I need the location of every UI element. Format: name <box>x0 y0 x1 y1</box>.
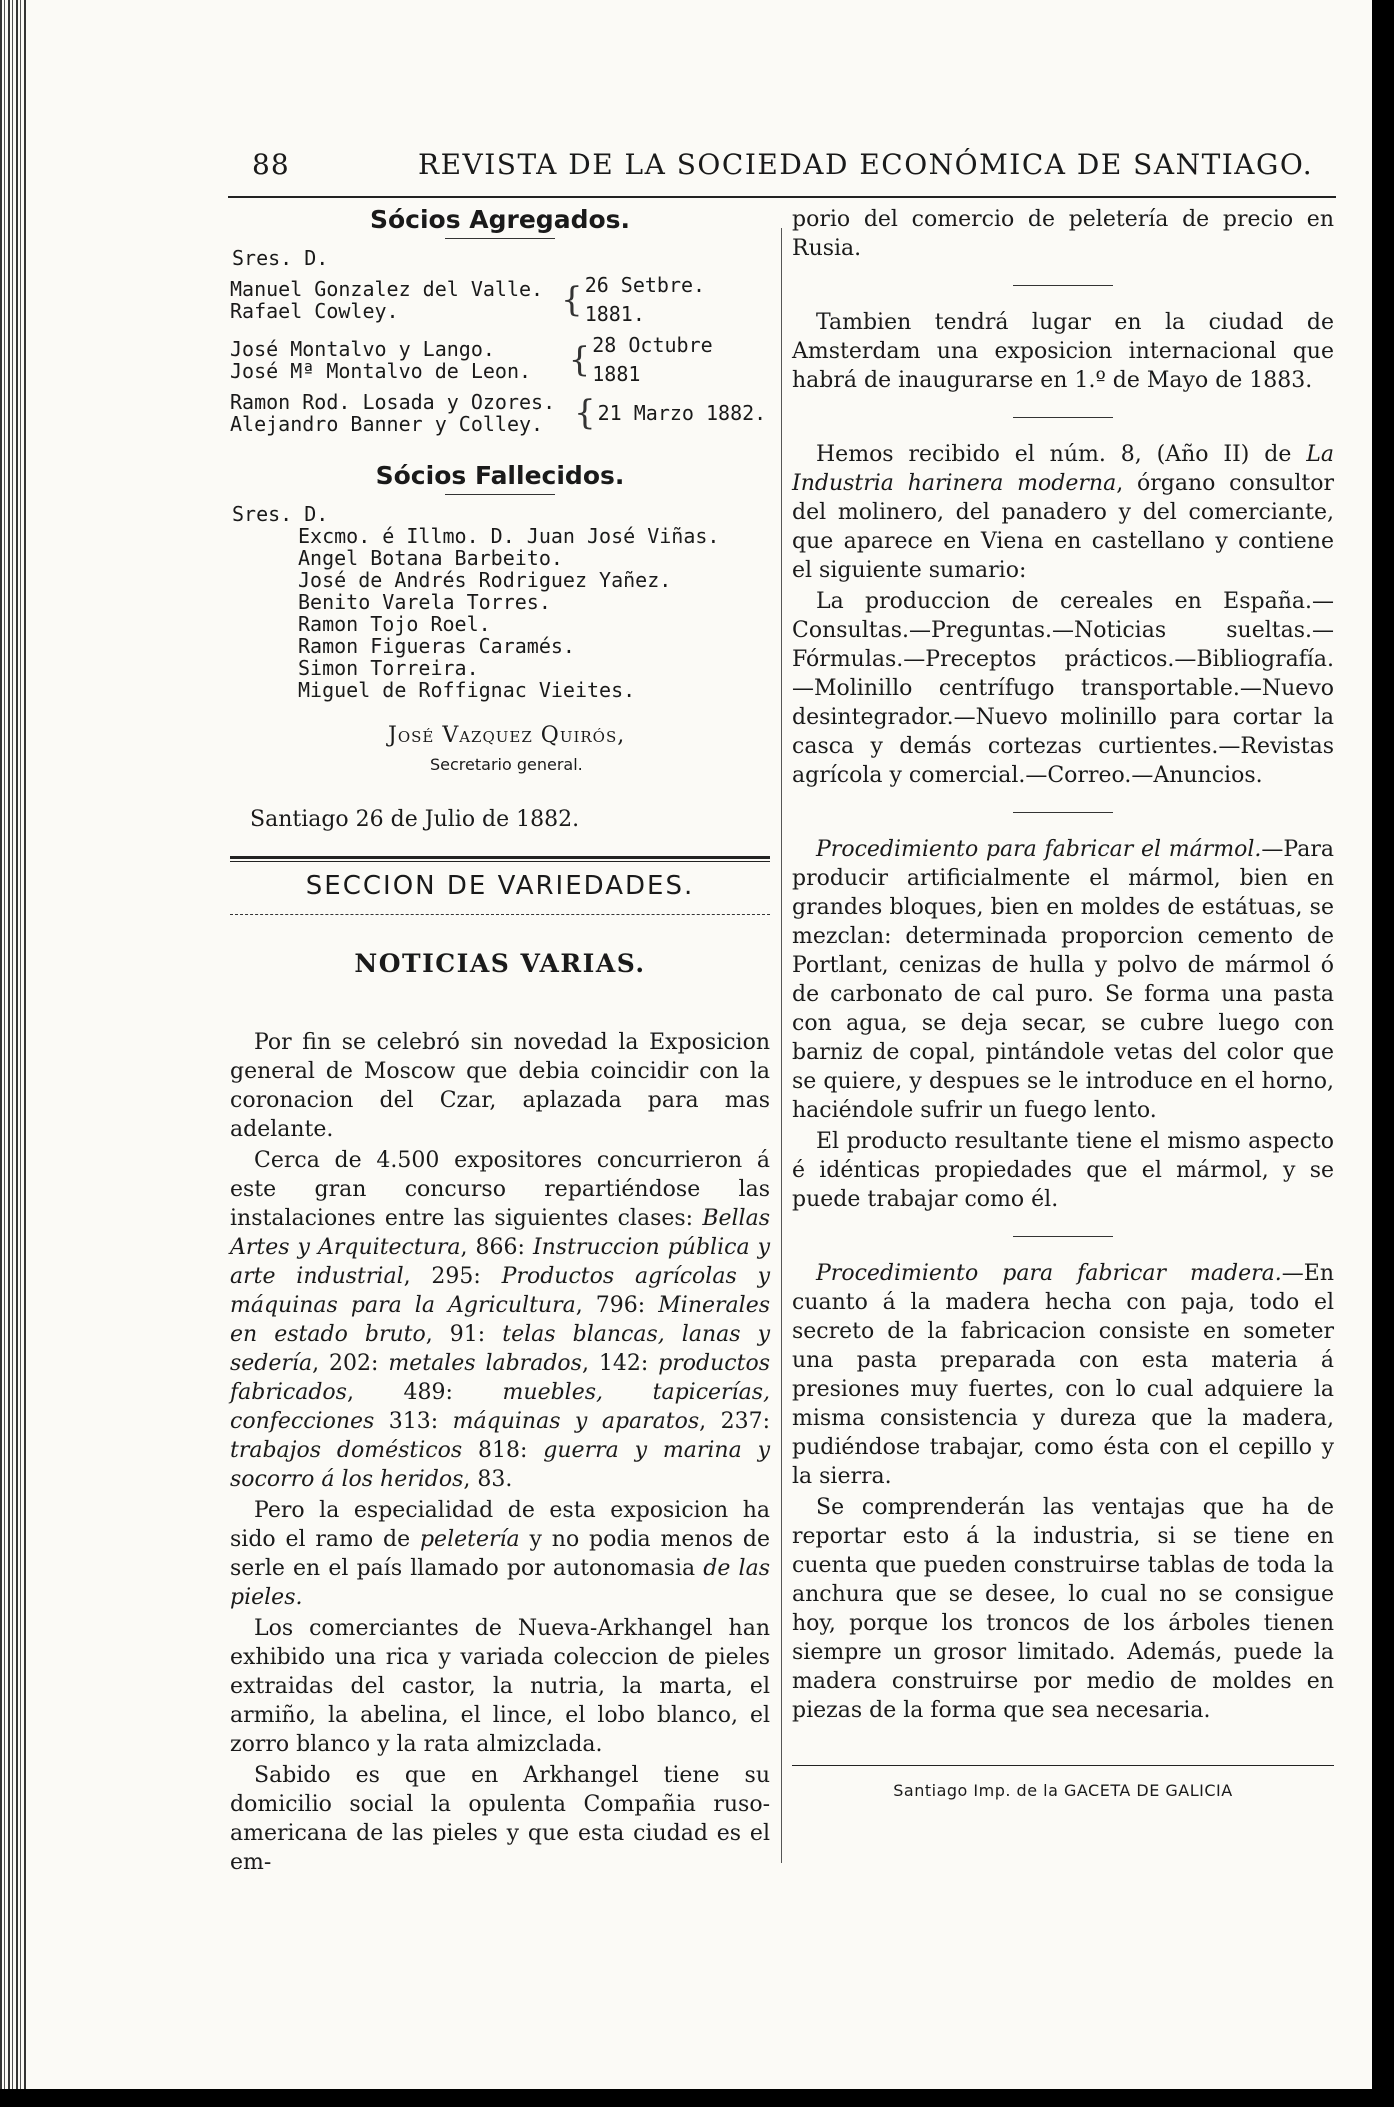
deceased-name: José de Andrés Rodriguez Yañez. <box>298 568 672 592</box>
paragraph: Sabido es que en Arkhangel tiene su domicilio social la opulenta Compañia ruso-americana de las pieles y que esta ciudad es el em- <box>230 1763 770 1875</box>
separator-rule <box>1013 1236 1113 1237</box>
paragraph: Por fin se celebró sin novedad la Exposicion general de Moscow que debia coincidir con la coronacion del Czar, aplazada para mas adelante. <box>230 1030 770 1142</box>
signature-name: José Vazquez Quirós, <box>388 723 626 748</box>
heading-rule <box>445 238 555 239</box>
column-divider <box>781 228 782 1863</box>
agregados-heading: Sócios Agregados. <box>369 205 631 234</box>
paragraph: Hemos recibido el núm. 8, (Año II) de La Industria harinera moderna, órgano consultor del molinero, del panadero y del comerciante, que aparece en Viena en castellano y contiene el siguiente sumario: <box>792 442 1334 583</box>
section-double-rule <box>230 856 770 862</box>
deceased-name: Angel Botana Barbeito. <box>298 546 563 570</box>
heading-rule <box>445 494 555 495</box>
member-name: José Montalvo y Lango. <box>230 337 495 361</box>
page-number: 88 <box>252 148 290 181</box>
deceased-name: Ramon Figueras Caramés. <box>298 634 575 658</box>
scan-border-bottom <box>0 2089 1394 2107</box>
member-name: Rafael Cowley. <box>230 299 399 323</box>
dateline: Santiago 26 de Julio de 1882. <box>250 807 580 832</box>
deceased-name: Ramon Tojo Roel. <box>298 612 491 636</box>
brace-icon: { <box>574 393 596 433</box>
separator-rule <box>1013 417 1113 418</box>
section-rule <box>230 914 770 915</box>
deceased-name: Excmo. é Illmo. D. Juan José Viñas. <box>298 524 720 548</box>
paragraph: La produccion de cereales en España.—Consultas.—Preguntas.—Noticias sueltas.—Fórmulas.—Preceptos prácticos.—Bibliografía.—Molinillo centrífugo transportable.—Nuevo desintegrador.—Nuevo molinillo para cortar la casca y demás cortezas curtientes.—Revistas agrícola y comercial.—Correo.—Anuncios. <box>792 589 1334 788</box>
admission-date: 28 Octubre 1881 <box>592 333 713 386</box>
paragraph: Se comprenderán las ventajas que ha de reportar esto á la industria, si se tiene en cuenta que pueden construirse tablas de toda la anchura que se desee, lo cual no se consigue hoy, porque los troncos de los árboles tienen siempre un grosor limitado. Además, puede la madera construirse por medio de moldes en piezas de la forma que sea necesaria. <box>792 1495 1334 1723</box>
paragraph: Cerca de 4.500 expositores concurrieron á este gran concurso repartiéndose las instalaciones entre las siguientes clases: Bellas Artes y Arquitectura, 866: Instruccion pública y arte industrial, 295: Productos agrícolas y máquinas para la Agricultura, 796: Minerales en estado bruto, 91: telas blancas, lanas y sedería, 202: metales labrados, 142: productos fabricados, 489: muebles, tapicerías, confecciones 313: máquinas y aparatos, 237: trabajos domésticos 818: guerra y marina y socorro á los heridos, 83. <box>230 1148 771 1492</box>
left-column <box>230 205 770 1877</box>
footer-rule <box>792 1765 1334 1766</box>
deceased-name: Benito Varela Torres. <box>298 590 551 614</box>
paragraph: Los comerciantes de Nueva-Arkhangel han exhibido una rica y variada coleccion de pieles extraidas del castor, la nutria, la marta, el armiño, la abelina, el lince, el lobo blanco, el zorro blanco y la rata almizclada. <box>230 1616 770 1757</box>
separator-rule <box>1013 812 1113 813</box>
noticias-heading: NOTICIAS VARIAS. <box>354 949 646 978</box>
paragraph: Pero la especialidad de esta exposicion ha sido el ramo de peletería y no podia menos de serle en el país llamado por autonomasia de las pieles. <box>230 1498 771 1610</box>
paragraph: El producto resultante tiene el mismo aspecto é idénticas propiedades que el mármol, y se puede trabajar como él. <box>792 1129 1334 1212</box>
right-column <box>792 205 1334 1805</box>
binding-edge <box>0 0 26 2107</box>
section-title: SECCION DE VARIEDADES. <box>305 871 695 901</box>
sres-label: Sres. D. <box>232 502 329 526</box>
separator-rule <box>1013 285 1113 286</box>
agregados-group-1 <box>230 271 770 329</box>
deceased-name: Simon Torreira. <box>298 656 479 680</box>
paragraph: Procedimiento para fabricar madera.—En cuanto á la madera hecha con paja, todo el secreto de la fabricacion consiste en someter una pasta preparada con esta materia á presiones muy fuertes, con lo cual adquiere la misma consistencia y dureza que la madera, pudiéndose trabajar, como ésta con el cepillo y la sierra. <box>792 1261 1334 1489</box>
brace-icon: { <box>568 340 591 380</box>
agregados-group-3 <box>230 391 770 435</box>
scan-border-right <box>1372 0 1394 2107</box>
member-name: Manuel Gonzalez del Valle. <box>230 277 544 301</box>
member-name: Ramon Rod. Losada y Ozores. <box>230 390 556 414</box>
deceased-name: Miguel de Roffignac Vieites. <box>298 678 636 702</box>
imprint: Santiago Imp. de la GACETA DE GALICIA <box>893 1781 1233 1800</box>
agregados-group-2 <box>230 331 770 389</box>
paragraph: Procedimiento para fabricar el mármol.—Para producir artificialmente el mármol, bien en grandes bloques, bien en moldes de estátuas, se mezclan: determinada proporcion cemento de Portlant, cenizas de hulla y polvo de mármol ó de carbonato de cal puro. Se forma una pasta con agua, se deja secar, se cubre luego con barniz de copal, pintándole vetas del color que se quiere, y despues se le introduce en el horno, haciéndole sufrir un fuego lento. <box>792 837 1334 1123</box>
sres-label: Sres. D. <box>232 246 329 270</box>
header-rule <box>228 196 1336 198</box>
admission-date: 21 Marzo 1882. <box>597 400 767 425</box>
signature-role: Secretario general. <box>430 755 583 774</box>
deceased-list <box>298 525 770 701</box>
brace-icon: { <box>561 280 583 320</box>
fallecidos-heading: Sócios Fallecidos. <box>375 461 625 490</box>
journal-title: REVISTA DE LA SOCIEDAD ECONÓMICA DE SANTIAGO. <box>418 148 1314 181</box>
admission-date: 26 Setbre. 1881. <box>584 273 706 326</box>
paragraph: porio del comercio de peletería de precio en Rusia. <box>792 207 1334 261</box>
paragraph: Tambien tendrá lugar en la ciudad de Amsterdam una exposicion internacional que habrá de inaugurarse en 1.º de Mayo de 1883. <box>792 310 1334 393</box>
member-name: Alejandro Banner y Colley. <box>230 412 544 436</box>
member-name: José Mª Montalvo de Leon. <box>230 359 532 383</box>
